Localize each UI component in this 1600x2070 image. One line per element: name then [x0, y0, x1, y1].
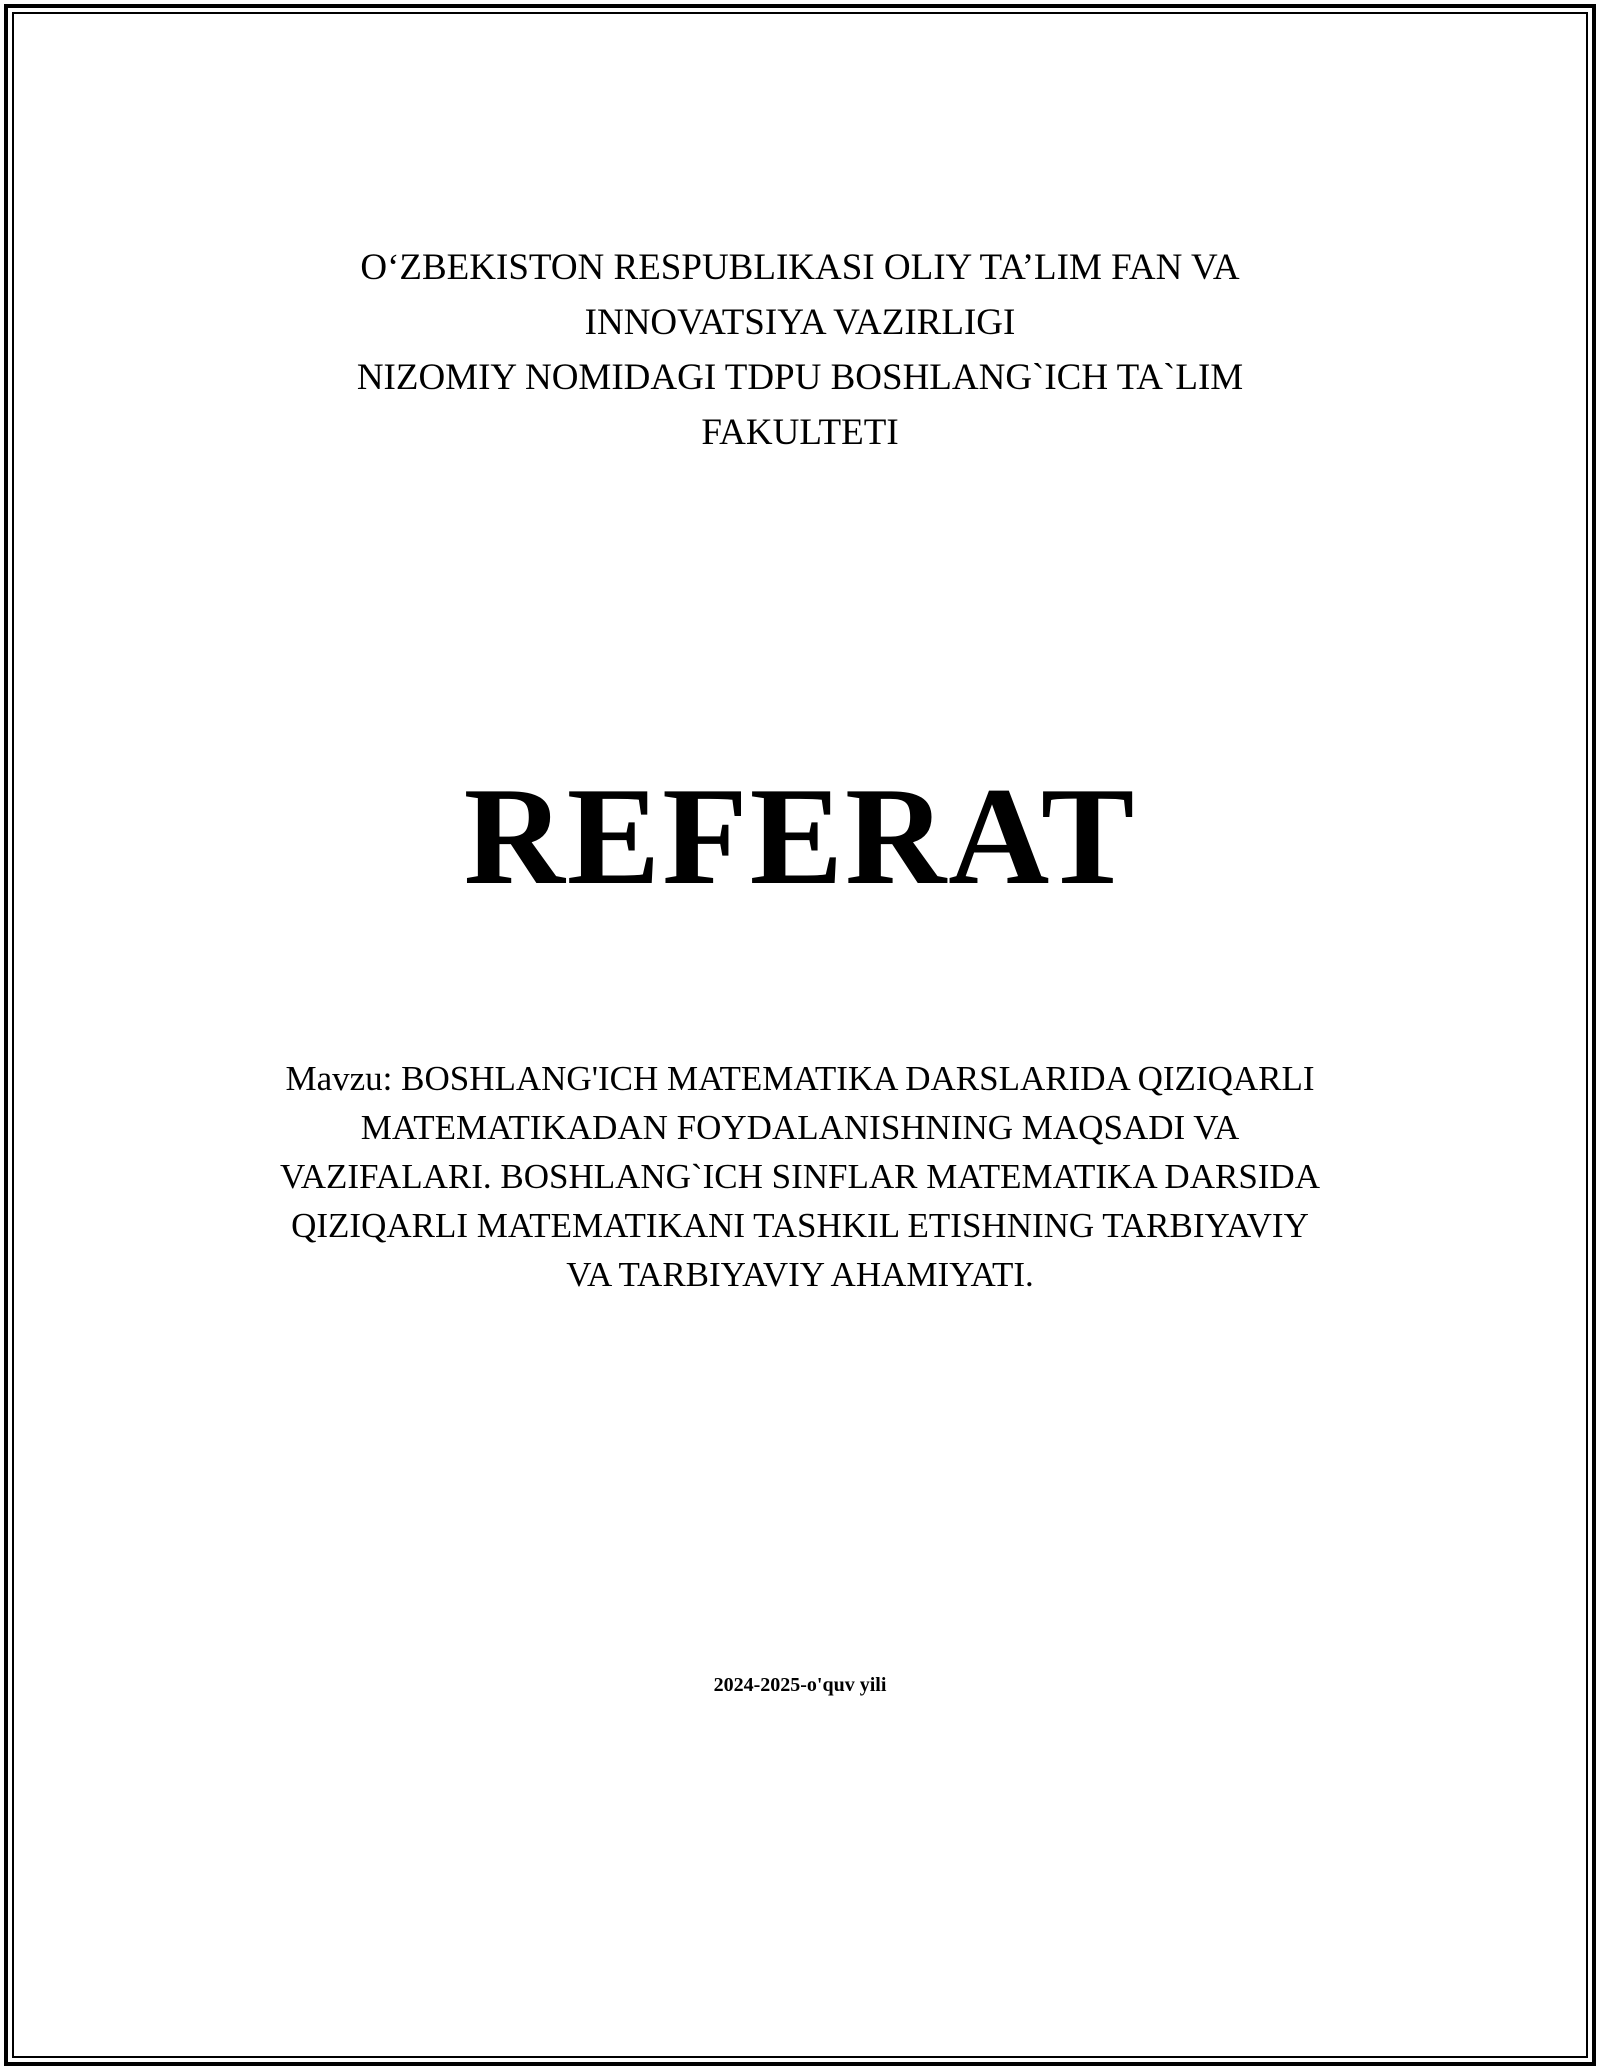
header-line-faculty-1: NIZOMIY NOMIDAGI TDPU BOSHLANG`ICH TA`LIM [356, 357, 1244, 398]
header-line-ministry-2: INNOVATSIYA VAZIRLIGI [584, 302, 1016, 343]
document-title: REFERAT [463, 759, 1137, 914]
topic-line-1: Mavzu: BOSHLANG'ICH MATEMATIKA DARSLARIDA QIZIQARLI [285, 1059, 1315, 1098]
topic-line-3: VAZIFALARI. BOSHLANG`ICH SINFLAR MATEMATIKA DARSIDA [279, 1157, 1320, 1196]
topic-line-4: QIZIQARLI MATEMATIKANI TASHKIL ETISHNING TARBIYAVIY [291, 1206, 1309, 1245]
institution-header [200, 240, 1400, 460]
topic-block [180, 1054, 1420, 1299]
topic-line-5: VA TARBIYAVIY AHAMIYATI. [566, 1255, 1034, 1294]
header-line-ministry-1: O‘ZBEKISTON RESPUBLIKASI OLIY TA’LIM FAN VA [360, 247, 1240, 288]
academic-year: 2024-2025-o'quv yili [713, 1674, 887, 1696]
header-line-faculty-2: FAKULTETI [701, 412, 899, 453]
topic-line-2: MATEMATIKADAN FOYDALANISHNING MAQSADI VA [360, 1108, 1240, 1147]
